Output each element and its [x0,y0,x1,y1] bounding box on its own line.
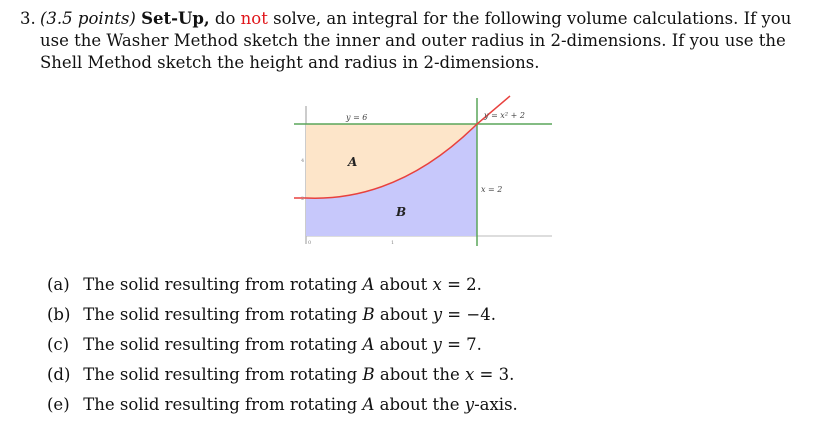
part-eq: = 3. [479,365,515,384]
part-c [47,332,518,362]
part-region: B [362,305,375,324]
part-text: The solid resulting from rotating [83,275,358,294]
part-var: x [432,275,442,294]
part-b [47,302,518,332]
part-label: (b) [47,305,71,324]
part-label: (c) [47,335,70,354]
label-x2: x = 2 [481,185,503,194]
problem-statement [40,8,815,74]
parts-list [47,272,518,422]
part-var: x [464,365,475,384]
part-about: about [379,275,428,294]
part-text: The solid resulting from rotating [83,365,358,384]
not-word: not [240,9,268,28]
part-eq: = 2. [447,275,482,294]
part-region: B [362,365,375,384]
part-e [47,392,518,422]
part-region: A [362,335,375,354]
label-curve: y = x² + 2 [484,111,525,120]
line3: sketch the height and radius in 2-dimensions. [157,53,540,72]
tick-four: 4 [301,158,305,164]
part-text: The solid resulting from rotating [83,305,358,324]
problem-number: 3. [20,9,36,28]
part-text: The solid resulting from rotating [83,335,358,354]
line2: Washer Method sketch the inner and outer radius in 2-dimensions. If you use the Shell Method [40,31,786,72]
tick-one: 1 [391,240,395,246]
points-label: (3.5 points) [40,9,136,28]
part-var: y [432,335,442,354]
part-d [47,362,518,392]
tick-two: 2 [301,196,305,202]
part-eq: -axis. [474,395,518,414]
region-graph [288,94,560,252]
setup-word: Set-Up, [141,9,210,28]
part-about: about the [379,365,460,384]
problem-block [20,8,815,74]
part-region: A [362,395,375,414]
part-var: y [432,305,443,324]
part-a [47,272,518,302]
part-region: A [362,275,375,294]
part-label: (d) [47,365,71,384]
part-about: about [379,335,428,354]
part-label: (e) [47,395,70,414]
label-y6: y = 6 [346,113,368,122]
part-about: about [379,305,428,324]
part-eq: = 7. [447,335,482,354]
part-about: about the [379,395,460,414]
line1-rest: solve, an integral for the following volume calculations. If you use the [40,9,792,50]
part-label: (a) [47,275,70,294]
region-b-label: B [396,205,407,219]
region-a-label: A [348,155,358,169]
part-var: y [464,395,475,414]
part-eq: = −4. [447,305,496,324]
part-text: The solid resulting from rotating [83,395,358,414]
tick-origin: 0 [308,240,312,246]
do-word: do [214,9,236,28]
